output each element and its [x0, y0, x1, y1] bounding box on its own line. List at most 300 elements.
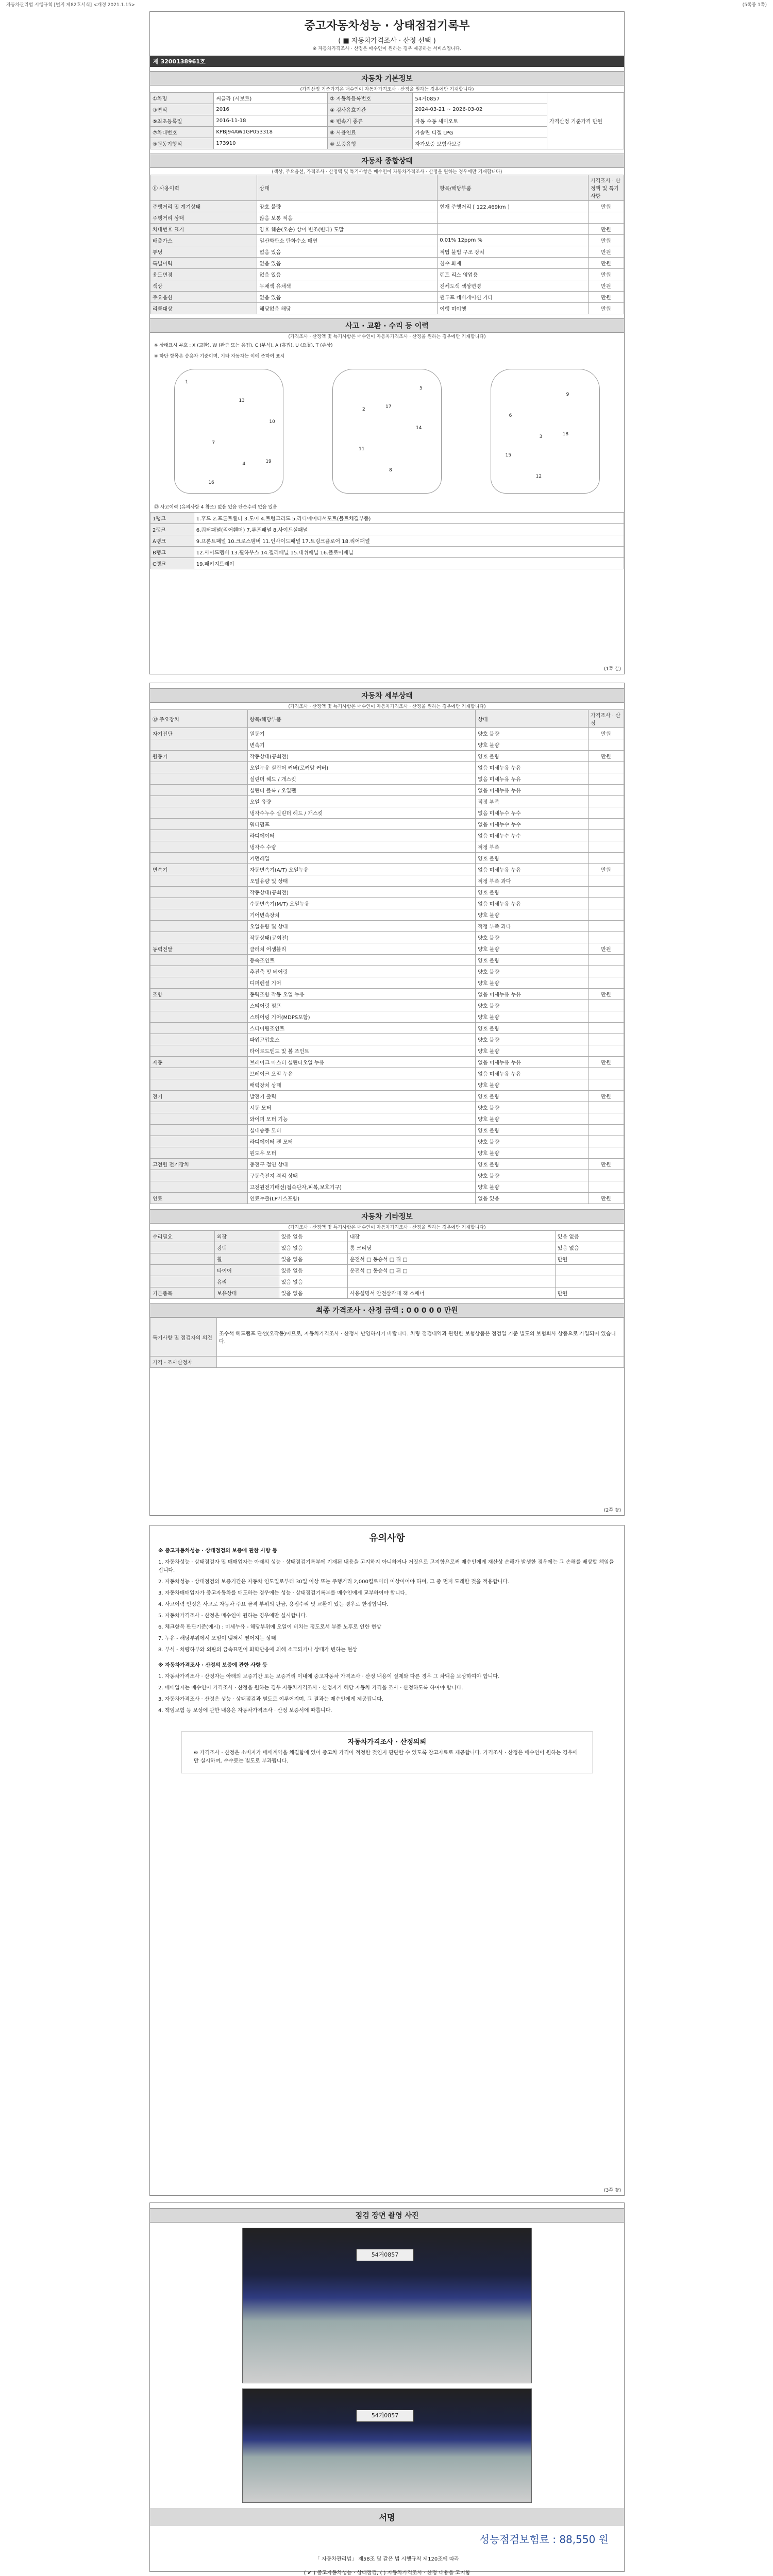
- other-value: 있음 없음: [279, 1265, 347, 1276]
- detail-price: [589, 966, 624, 977]
- detail-status: 없음 미세누유 누유: [476, 989, 589, 1000]
- other-row: [150, 1242, 624, 1253]
- detail-part: 실린더 헤드 / 개스킷: [247, 773, 476, 785]
- caution-item: 2. 매매업자는 매수인이 가격조사 · 산정을 원하는 경우 자동차가격조사 · 산정자가 해당 자동차 가격을 조사 · 산정하도록 하여야 합니다.: [158, 1685, 463, 1691]
- summary-price: 만원: [589, 201, 624, 212]
- page-2: [149, 683, 625, 1516]
- detail-device: 변속기: [150, 864, 248, 875]
- other-label: [150, 1276, 215, 1287]
- other-row: [150, 1287, 624, 1299]
- inspection-photo-1: [242, 2228, 532, 2383]
- detail-price: [589, 785, 624, 796]
- summary-detail: 이행 미이행: [438, 303, 589, 314]
- detail-status: 양호 불량: [476, 1045, 589, 1057]
- summary-detail: [438, 224, 589, 235]
- summary-row: [150, 269, 624, 280]
- basic-value: 2024-03-21 ~ 2026-03-02: [413, 104, 547, 115]
- special-text: 조수석 헤드램프 단선(오작동)이므로, 자동차가격조사 · 산정시 반영하시기 바랍니다. 차량 점검내역과 관련한 보험상품은 점검일 기준 별도의 보험회사 상품으로 가입되어 있습니다.: [217, 1318, 624, 1357]
- detail-part: 발전기 출력: [247, 1091, 476, 1102]
- basic-label: ④ 검사유효기간: [328, 104, 413, 115]
- detail-row: [150, 728, 624, 739]
- detail-price: 만원: [589, 728, 624, 739]
- summary-row: [150, 224, 624, 235]
- detail-device: [150, 773, 248, 785]
- part-number: 11: [358, 447, 365, 452]
- detail-part: 시동 모터: [247, 1102, 476, 1113]
- detail-row: [150, 739, 624, 751]
- detail-price: [589, 1000, 624, 1011]
- detail-row: [150, 1102, 624, 1113]
- rank-parts: 9.프론트패널 10.크로스멤버 11.인사이드패널 17.트렁크플로어 18.리어패널: [194, 535, 624, 547]
- detail-status: 양호 불량: [476, 1147, 589, 1159]
- other-value: 있음 없음: [555, 1231, 624, 1242]
- inspection-photo-2: [242, 2388, 532, 2503]
- page-counter: (5쪽중 1쪽): [742, 3, 767, 8]
- detail-part: 스티어링조인트: [247, 1023, 476, 1034]
- detail-device: [150, 1170, 248, 1181]
- detail-price: [589, 1136, 624, 1147]
- detail-price: [589, 762, 624, 773]
- summary-price: 만원: [589, 269, 624, 280]
- detail-row: [150, 875, 624, 887]
- detail-part: 실내송풍 모터: [247, 1125, 476, 1136]
- footer-notice: ( ✔ ) 중고자동차성능 · 상태점검, ( ) 자동차가격조사 · 산정 내용을 고지함: [304, 2570, 470, 2576]
- detail-device: [150, 887, 248, 898]
- detail-status: 없음 미세누유 누유: [476, 1057, 589, 1068]
- detail-device: [150, 807, 248, 819]
- other-value: 있음 없음: [279, 1276, 347, 1287]
- basic-label: ⑦차대번호: [150, 127, 214, 138]
- detail-part: 오일 유량: [247, 796, 476, 807]
- car-outline-front: [174, 369, 283, 494]
- other-header: 자동차 기타정보: [150, 1209, 624, 1224]
- accident-rank-table: [150, 512, 624, 569]
- summary-status: 없음 있음: [257, 292, 438, 303]
- detail-status: 양호 불량: [476, 887, 589, 898]
- detail-price: [589, 977, 624, 989]
- basic-info-table: [150, 92, 624, 149]
- part-number: 1: [185, 380, 189, 385]
- detail-price: [589, 830, 624, 841]
- basic-label: ⑧ 사용연료: [328, 127, 413, 138]
- summary-detail: 침수 화재: [438, 258, 589, 269]
- detail-part: 라디에이터: [247, 830, 476, 841]
- detail-part: 와이퍼 모터 기능: [247, 1113, 476, 1125]
- accident-header: 사고 · 교환 · 수리 등 이력: [150, 318, 624, 333]
- detail-price: [589, 1181, 624, 1193]
- summary-header: 자동차 종합상태: [150, 154, 624, 168]
- detail-row: [150, 762, 624, 773]
- detail-part: 오일유량 및 상태: [247, 921, 476, 932]
- detail-part: 추진축 및 베어링: [247, 966, 476, 977]
- accident-history: ⑫ 사고이력 (유의사항 4 참조) 없음 있음 단순수리 없음 있음: [154, 505, 277, 510]
- caution-item: 1. 자동차성능 · 상태점검자 및 매매업자는 아래의 성능 · 상태점검기록부에 기재된 내용을 고지하지 아니하거나 거짓으로 고지함으로써 매수인에게 재산상 손해가 발생한 경우에는 그 손해를 배상할 책임을 집니다.: [158, 1560, 614, 1573]
- detail-price: [589, 1034, 624, 1045]
- page-3-end: (3쪽 끝): [604, 2188, 621, 2193]
- detail-price: [589, 1045, 624, 1057]
- license-plate-2: 54거0857: [356, 2410, 414, 2422]
- other-label: [150, 1253, 215, 1265]
- summary-price: 만원: [589, 292, 624, 303]
- detail-price: 만원: [589, 751, 624, 762]
- detail-price: 만원: [589, 1159, 624, 1170]
- part-number: 14: [415, 426, 422, 431]
- detail-part: 작동상태(공회전): [247, 932, 476, 943]
- summary-item: 용도변경: [150, 269, 257, 280]
- rank-row: [150, 524, 624, 535]
- final-price-label: 최종 가격조사 · 산정 금액: [316, 1307, 399, 1315]
- detail-device: [150, 1125, 248, 1136]
- detail-row: [150, 1113, 624, 1125]
- part-number: 4: [242, 462, 246, 467]
- photos-header: 점검 장면 촬영 사진: [150, 2208, 624, 2223]
- detail-row: [150, 1193, 624, 1204]
- detail-row: [150, 1136, 624, 1147]
- other-table: [150, 1230, 624, 1299]
- detail-part: 수동변속기(M/T) 오일누유: [247, 898, 476, 909]
- summary-item: 튜닝: [150, 246, 257, 258]
- detail-device: [150, 932, 248, 943]
- summary-detail: [438, 212, 589, 224]
- other-label: 광택: [214, 1242, 279, 1253]
- detail-status: 양호 불량: [476, 1102, 589, 1113]
- summary-item: 주행거리 상태: [150, 212, 257, 224]
- car-outline-top: [332, 369, 442, 494]
- other-value: 있음 없음: [279, 1231, 347, 1242]
- car-diagrams: [150, 361, 624, 501]
- caution-item: 3. 자동차매매업자가 중고자동차를 매도하는 경우에는 성능 · 상태점검기록부를 매수인에게 교부하여야 합니다.: [158, 1590, 407, 1596]
- detail-col-header: 항목/해당부품: [247, 710, 476, 728]
- detail-price: [589, 1113, 624, 1125]
- detail-part: 배력장치 상태: [247, 1079, 476, 1091]
- summary-detail: 0.01% 12ppm %: [438, 235, 589, 246]
- detail-part: 클러치 어셈블리: [247, 943, 476, 955]
- detail-price: [589, 841, 624, 853]
- detail-row: [150, 909, 624, 921]
- detail-part: 스티어링 펌프: [247, 1000, 476, 1011]
- detail-status: 양호 불량: [476, 1011, 589, 1023]
- detail-device: [150, 1147, 248, 1159]
- part-number: 2: [362, 407, 365, 412]
- detail-price: [589, 1068, 624, 1079]
- summary-table: [150, 175, 624, 314]
- caution-item: 7. 누유 - 해당부위에서 오일이 맺혀서 떨어지는 상태: [158, 1636, 276, 1641]
- page-3: [149, 1525, 625, 2196]
- detail-price: [589, 909, 624, 921]
- detail-row: [150, 966, 624, 977]
- detail-row: [150, 1079, 624, 1091]
- detail-part: 라디에이터 팬 모터: [247, 1136, 476, 1147]
- caution-item: 1. 자동차가격조사 · 산정자는 아래의 보증기간 또는 보증거리 이내에 중고자동차 가격조사 · 산정 내용이 실제와 다른 경우 그 차액을 보상하여야 합니다.: [158, 1674, 500, 1680]
- basic-label: ③연식: [150, 104, 214, 115]
- cautions-section-2: ※ 자동차가격조사 · 산정의 보증에 관한 사항 등: [158, 1663, 267, 1668]
- detail-part: 작동상태(공회전): [247, 887, 476, 898]
- part-number: 16: [208, 480, 214, 485]
- summary-row: [150, 292, 624, 303]
- detail-device: [150, 1079, 248, 1091]
- other-value: 만원: [555, 1253, 624, 1265]
- detail-status: 적정 부족: [476, 841, 589, 853]
- caution-item: 6. 체크항목 판단기준(예시) : 미세누유 - 해당부위에 오일이 비치는 정도로서 부품 노후로 인한 현상: [158, 1624, 381, 1630]
- detail-status: 양호 불량: [476, 1000, 589, 1011]
- detail-status: 없음 미세누유 누유: [476, 1068, 589, 1079]
- detail-row: [150, 1045, 624, 1057]
- part-number: 15: [505, 453, 512, 458]
- part-number: 18: [562, 432, 569, 437]
- part-number: 7: [212, 440, 215, 446]
- detail-status: 양호 불량: [476, 1170, 589, 1181]
- detail-header: 자동차 세부상태: [150, 688, 624, 703]
- detail-price: [589, 739, 624, 751]
- detail-price: 만원: [589, 1091, 624, 1102]
- summary-detail: 렌트 리스 영업용: [438, 269, 589, 280]
- summary-detail: 현재 주행거리 [ 122,469km ]: [438, 201, 589, 212]
- page-1-end: (1쪽 끝): [604, 667, 621, 672]
- accident-legend: ※ 상태표시 부호 : X (교환), W (판금 또는 용접), C (부식), A (흠집), U (요철), T (손상): [154, 343, 333, 348]
- detail-price: 만원: [589, 1057, 624, 1068]
- summary-status: 없음 있음: [257, 258, 438, 269]
- detail-device: [150, 966, 248, 977]
- detail-row: [150, 1011, 624, 1023]
- basic-info-note: (가격산정 기준가격은 매수인이 자동차가격조사 · 산정을 원하는 경우에만 기재합니다): [300, 87, 474, 92]
- detail-row: [150, 819, 624, 830]
- caution-item: 2. 자동차성능 · 상태점검의 보증기간은 자동차 인도일로부터 30일 이상 또는 주행거리 2,000킬로미터 이상이어야 하며, 그 중 먼저 도래한 것을 적용합니다.: [158, 1579, 510, 1585]
- detail-part: 파워고압호스: [247, 1034, 476, 1045]
- detail-note: (가격조사 · 산정액 및 특기사항은 매수인이 자동차가격조사 · 산정을 원하는 경우에만 기재합니다): [288, 704, 486, 709]
- detail-status: 양호 불량: [476, 1125, 589, 1136]
- detail-device: [150, 875, 248, 887]
- rank-parts: 19.패키지트레이: [194, 558, 624, 569]
- standard-price: 가격산정 기준가격 만원: [547, 93, 624, 149]
- detail-price: [589, 887, 624, 898]
- summary-price: 만원: [589, 258, 624, 269]
- detail-status: 양호 불량: [476, 751, 589, 762]
- detail-row: [150, 796, 624, 807]
- accident-legend-2: ※ 하단 항목은 승용차 기준이며, 기타 자동차는 이에 준하여 표시: [154, 354, 285, 359]
- detail-part: 원동기: [247, 728, 476, 739]
- detail-status: 양호 불량: [476, 932, 589, 943]
- rank-parts: 1.후드 2.프론트휀더 3.도어 4.트렁크리드 5.라디에이터서포트(볼트체결부품): [194, 513, 624, 524]
- caution-item: 5. 자동차가격조사 · 산정은 매수인이 원하는 경우에만 실시합니다.: [158, 1613, 308, 1619]
- detail-price: 만원: [589, 943, 624, 955]
- cautions-list-1: [158, 1558, 616, 1654]
- other-row: [150, 1231, 624, 1242]
- detail-status: 양호 불량: [476, 1159, 589, 1170]
- final-price-value: 0 0 0 0 0 만원: [406, 1307, 458, 1315]
- summary-row: [150, 201, 624, 212]
- basic-value: 가솔린 디젤 LPG: [413, 127, 547, 138]
- other-label: 기본품목: [150, 1287, 215, 1299]
- detail-device: 제동: [150, 1057, 248, 1068]
- basic-label: ⑨원동기형식: [150, 138, 214, 149]
- rank-row: [150, 513, 624, 524]
- summary-item: 차대번호 표기: [150, 224, 257, 235]
- detail-row: [150, 887, 624, 898]
- detail-device: [150, 819, 248, 830]
- detail-device: [150, 921, 248, 932]
- detail-device: [150, 1102, 248, 1113]
- basic-value: 54거0857: [413, 93, 547, 104]
- basic-label: ⑥ 변속기 종류: [328, 115, 413, 127]
- rank-label: A랭크: [150, 535, 194, 547]
- detail-status: 없음 미세누수 누수: [476, 819, 589, 830]
- detail-price: [589, 773, 624, 785]
- detail-status: 양호 불량: [476, 1113, 589, 1125]
- detail-row: [150, 943, 624, 955]
- summary-status: 없음 있음: [257, 269, 438, 280]
- detail-status: 없음 미세누유 누유: [476, 898, 589, 909]
- detail-row: [150, 785, 624, 796]
- detail-device: 자기진단: [150, 728, 248, 739]
- detail-row: [150, 751, 624, 762]
- accident-note: (가격조사 · 산정액 및 특기사항은 매수인이 자동차가격조사 · 산정을 원하는 경우에만 기재합니다): [288, 334, 486, 340]
- detail-row: [150, 898, 624, 909]
- summary-row: [150, 258, 624, 269]
- summary-col-header: ⑪ 사용이력: [150, 175, 257, 201]
- detail-device: 고전원 전기장치: [150, 1159, 248, 1170]
- rank-row: [150, 547, 624, 558]
- detail-device: 원동기: [150, 751, 248, 762]
- detail-part: 워터펌프: [247, 819, 476, 830]
- detail-row: [150, 841, 624, 853]
- detail-device: [150, 1136, 248, 1147]
- price-request-text: ※ 가격조사 · 산정은 소비자가 매매계약을 체결함에 있어 중고차 가격이 적정한 것인지 판단할 수 있도록 참고자료로 제공합니다. 가격조사 · 산정은 매수인이 원하는 경우에만 실시하며, 수수료는 별도로 부과됩니다.: [194, 1750, 578, 1764]
- summary-price: 만원: [589, 246, 624, 258]
- summary-item: 특별이력: [150, 258, 257, 269]
- detail-part: 고전원전기배선(접속단자,피복,보호기구): [247, 1181, 476, 1193]
- detail-price: [589, 875, 624, 887]
- detail-part: 충전구 절연 상태: [247, 1159, 476, 1170]
- detail-status: 양호 불량: [476, 955, 589, 966]
- other-value: 룸 크리닝: [347, 1242, 555, 1253]
- detail-status: 양호 불량: [476, 1079, 589, 1091]
- detail-device: [150, 1045, 248, 1057]
- part-number: 13: [239, 398, 245, 403]
- detail-part: 냉각수 수량: [247, 841, 476, 853]
- detail-row: [150, 1147, 624, 1159]
- price-assessor-value: [217, 1357, 624, 1368]
- other-value: [555, 1265, 624, 1276]
- document-title: 중고자동차성능 · 상태점검기록부: [304, 20, 470, 32]
- detail-device: [150, 909, 248, 921]
- basic-value: 173910: [214, 138, 328, 149]
- detail-row: [150, 1068, 624, 1079]
- summary-status: 무채색 유채색: [257, 280, 438, 292]
- detail-status: 양호 불량: [476, 853, 589, 864]
- summary-status: 없음 있음: [257, 246, 438, 258]
- detail-row: [150, 773, 624, 785]
- detail-device: [150, 739, 248, 751]
- basic-label: ⑤최초등록일: [150, 115, 214, 127]
- detail-col-header: 상태: [476, 710, 589, 728]
- detail-price: [589, 898, 624, 909]
- detail-part: 실린더 블록 / 오일팬: [247, 785, 476, 796]
- detail-part: 변속기: [247, 739, 476, 751]
- cautions-list-2: [158, 1673, 616, 1715]
- summary-note: (색상, 주요옵션, 가격조사 · 산정액 및 특기사항은 매수인이 자동차가격조사 · 산정을 원하는 경우에만 기재합니다): [272, 170, 502, 175]
- summary-col-header: 가격조사 · 산정액 및 특기사항: [589, 175, 624, 201]
- detail-price: [589, 807, 624, 819]
- detail-status: 양호 불량: [476, 1181, 589, 1193]
- summary-col-header: 항목/해당부품: [438, 175, 589, 201]
- summary-detail: 전체도색 색상변경: [438, 280, 589, 292]
- caution-item: 8. 부식 - 차량하부와 외판의 금속표면이 화학반응에 의해 소모되거나 상태가 변하는 현상: [158, 1647, 358, 1653]
- rank-row: [150, 558, 624, 569]
- detail-status: 없음 미세누유 누유: [476, 773, 589, 785]
- detail-device: [150, 977, 248, 989]
- detail-price: [589, 1102, 624, 1113]
- other-value: 운전석 □ 동승석 □ 뒤 □: [347, 1253, 555, 1265]
- final-price-header: 최종 가격조사 · 산정 금액 : 0 0 0 0 0 만원: [150, 1303, 624, 1317]
- special-label: 특기사항 및 점검자의 의견: [150, 1318, 217, 1357]
- rank-row: [150, 535, 624, 547]
- price-assessor-label: 가격 · 조사산정자: [150, 1357, 217, 1368]
- part-number: 12: [535, 474, 542, 479]
- other-value: 운전석 □ 동승석 □ 뒤 □: [347, 1265, 555, 1276]
- basic-label: ② 자동차등록번호: [328, 93, 413, 104]
- detail-device: [150, 762, 248, 773]
- basic-value: 2016: [214, 104, 328, 115]
- basic-value: 2016-11-18: [214, 115, 328, 127]
- license-plate-1: 54거0857: [356, 2249, 414, 2261]
- detail-part: 자동변속기(A/T) 오일누유: [247, 864, 476, 875]
- detail-device: [150, 785, 248, 796]
- other-label: 수리필요: [150, 1231, 215, 1242]
- detail-row: [150, 807, 624, 819]
- detail-device: [150, 898, 248, 909]
- part-number: 17: [385, 404, 392, 410]
- rank-label: 1랭크: [150, 513, 194, 524]
- part-number: 5: [419, 386, 423, 391]
- part-number: 10: [269, 419, 275, 425]
- summary-item: 주요옵션: [150, 292, 257, 303]
- detail-row: [150, 864, 624, 875]
- car-outline-side: [491, 369, 600, 494]
- other-label: [150, 1242, 215, 1253]
- detail-price: 만원: [589, 1193, 624, 1204]
- rank-label: C랭크: [150, 558, 194, 569]
- basic-info-header: 자동차 기본정보: [150, 71, 624, 86]
- summary-price: 만원: [589, 235, 624, 246]
- summary-price: [589, 212, 624, 224]
- detail-status: 양호 불량: [476, 1034, 589, 1045]
- summary-price: 만원: [589, 280, 624, 292]
- detail-row: [150, 955, 624, 966]
- detail-part: 타이로드엔드 및 볼 조인트: [247, 1045, 476, 1057]
- detail-status: 없음 미세누수 누수: [476, 830, 589, 841]
- detail-device: [150, 955, 248, 966]
- detail-device: 동력전달: [150, 943, 248, 955]
- detail-row: [150, 853, 624, 864]
- document-subtitle: ( ■ 자동차가격조사 · 산정 선택 ): [338, 37, 436, 45]
- detail-price: [589, 1023, 624, 1034]
- other-label: 휠: [214, 1253, 279, 1265]
- detail-row: [150, 1159, 624, 1170]
- detail-status: 없음 미세누유 누유: [476, 785, 589, 796]
- detail-status: 양호 불량: [476, 1091, 589, 1102]
- part-number: 6: [509, 413, 512, 418]
- detail-row: [150, 932, 624, 943]
- other-value: 만원: [555, 1287, 624, 1299]
- other-row: [150, 1265, 624, 1276]
- detail-part: 연료누출(LP가스포함): [247, 1193, 476, 1204]
- other-value: [555, 1276, 624, 1287]
- other-label: 외장: [214, 1231, 279, 1242]
- detail-price: [589, 796, 624, 807]
- summary-item: 배출가스: [150, 235, 257, 246]
- page-1: [149, 11, 625, 674]
- summary-price: 만원: [589, 303, 624, 314]
